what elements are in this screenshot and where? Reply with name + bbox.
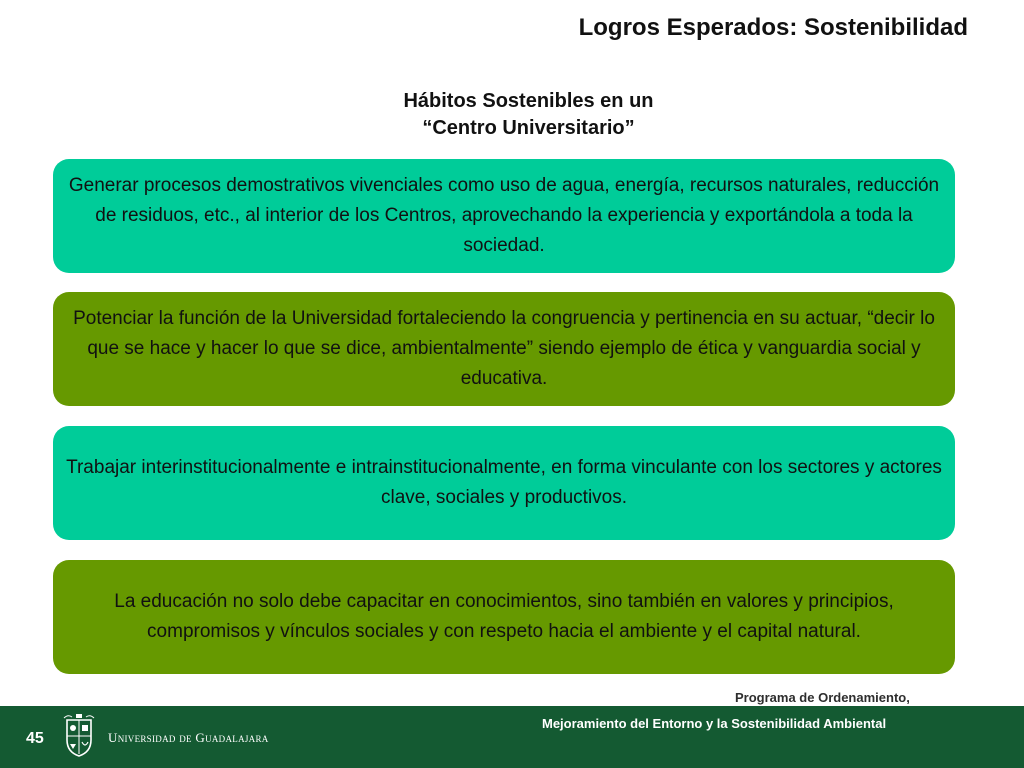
page-number: 45 [26,730,44,747]
footer-bar [0,706,1024,768]
goal-box-2: Potenciar la función de la Universidad fortaleciendo la congruencia y pertinencia en su actuar, “decir lo que se hace y hacer lo que se dice, ambientalmente” siendo ejemplo de ética y vanguardia social y educativa. [53,292,955,406]
slide-title: Logros Esperados: Sostenibilidad [578,14,968,41]
program-name-line-2: Mejoramiento del Entorno y la Sostenibilidad Ambiental [542,716,887,731]
goal-box-3: Trabajar interinstitucionalmente e intrainstitucionalmente, en forma vinculante con los sectores y actores clave, sociales y productivos. [53,426,955,540]
subtitle-line-2: “Centro Universitario” [422,117,635,139]
goal-box-4: La educación no solo debe capacitar en conocimientos, sino también en valores y principios, compromisos y vínculos sociales y con respeto hacia el ambiente y el capital natural. [53,560,955,674]
goal-box-1: Generar procesos demostrativos vivenciales como uso de agua, energía, recursos naturales, reducción de residuos, etc., al interior de los Centros, aprovechando la experiencia y exportándola a toda la sociedad. [53,159,955,273]
program-name-line-1: Programa de Ordenamiento, [735,690,910,705]
subtitle-line-1: Hábitos Sostenibles en un [403,90,654,112]
section-subtitle [0,88,1024,142]
university-name: Universidad de Guadalajara [108,730,269,745]
university-crest-icon [62,714,96,758]
